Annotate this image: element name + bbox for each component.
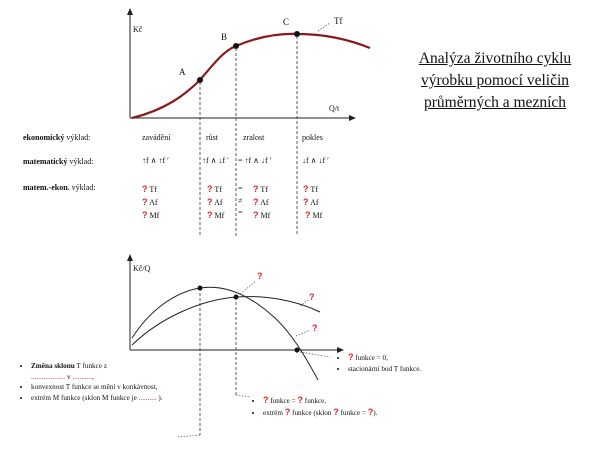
tf-curve-label: Tf (334, 16, 343, 26)
top-y-arrow (127, 8, 133, 15)
bottom-y-arrow (127, 254, 133, 261)
pointer-left-note (178, 435, 200, 437)
point-mf-max (198, 286, 203, 291)
bullets-left (21, 361, 171, 403)
point-intersect (234, 295, 239, 300)
row-matecon-label: matem.-ekon. výklad: (23, 183, 96, 192)
bottom-q-marker-3: ? (312, 323, 318, 333)
top-x-label: Q/t (329, 104, 340, 113)
row-math-label: matematický výklad: (23, 157, 94, 166)
math-growth: ↑f ∧ ↓f ′ (202, 156, 229, 165)
top-x-arrow (349, 115, 356, 121)
pointer-q3 (296, 330, 310, 336)
tf-pointer (318, 23, 330, 31)
phase-growth: růst (206, 133, 218, 142)
pointer-mid-note (236, 395, 250, 397)
bullets-right (338, 352, 448, 374)
row-economic-label: ekonomický výklad: (23, 133, 91, 142)
bullets-middle (253, 395, 453, 418)
matecon-growth: ? Tf ? Af ? Mf (207, 184, 225, 220)
page-title: Analýza životního cyklu výrobku pomocí veličin průměrných a mezních (418, 50, 572, 111)
pointer-q1 (240, 281, 256, 294)
bottom-y-label: Kč/Q (133, 264, 151, 273)
point-mf-zero (295, 348, 300, 353)
bullet-mid-1: • ? funkce = ? funkce, (263, 395, 453, 407)
bullet-left-2: • konvexnost T funkce se mění v konkávnost, (31, 382, 171, 393)
bullet-mid-2: • extrém ? funkce (sklon ? funkce = ?). (263, 407, 453, 419)
bullet-right-2: • stacionární bod T funkce. (348, 364, 448, 375)
bottom-q-marker-1: ? (257, 271, 263, 281)
matecon-decline: ? Tf ? Af ? Mf (303, 184, 323, 220)
bottom-q-marker-2: ? (309, 292, 315, 302)
matecon-maturity: ? Tf ? Af ? Mf (253, 184, 271, 220)
point-a-label: A (179, 67, 186, 77)
math-decline: ↓f ∧ ↓f ′ (302, 156, 329, 165)
phase-maturity: zralost (243, 133, 265, 142)
bullet-right-1: • ? funkce = 0, (348, 352, 448, 364)
math-intro: ↑f ∧ ↑f ′ (142, 156, 169, 165)
top-y-label: Kč (133, 25, 143, 34)
point-b-label: B (221, 32, 228, 42)
math-maturity: = ↑f ∧ ↓f ′ (238, 156, 272, 165)
bullet-left-1: • Změna sklonu T funkce z ................... v ..........., (31, 361, 171, 382)
phase-intro: zavádění (142, 133, 171, 142)
bullet-left-3: • extrém M funkce (sklon M funkce je .......... ). (31, 393, 171, 404)
matecon-intro: ? Tf ? Af ? Mf (142, 184, 160, 220)
point-c-label: C (283, 17, 290, 27)
phase-decline: pokles (302, 133, 323, 142)
matecon-operators: = ≠ = (238, 184, 243, 217)
